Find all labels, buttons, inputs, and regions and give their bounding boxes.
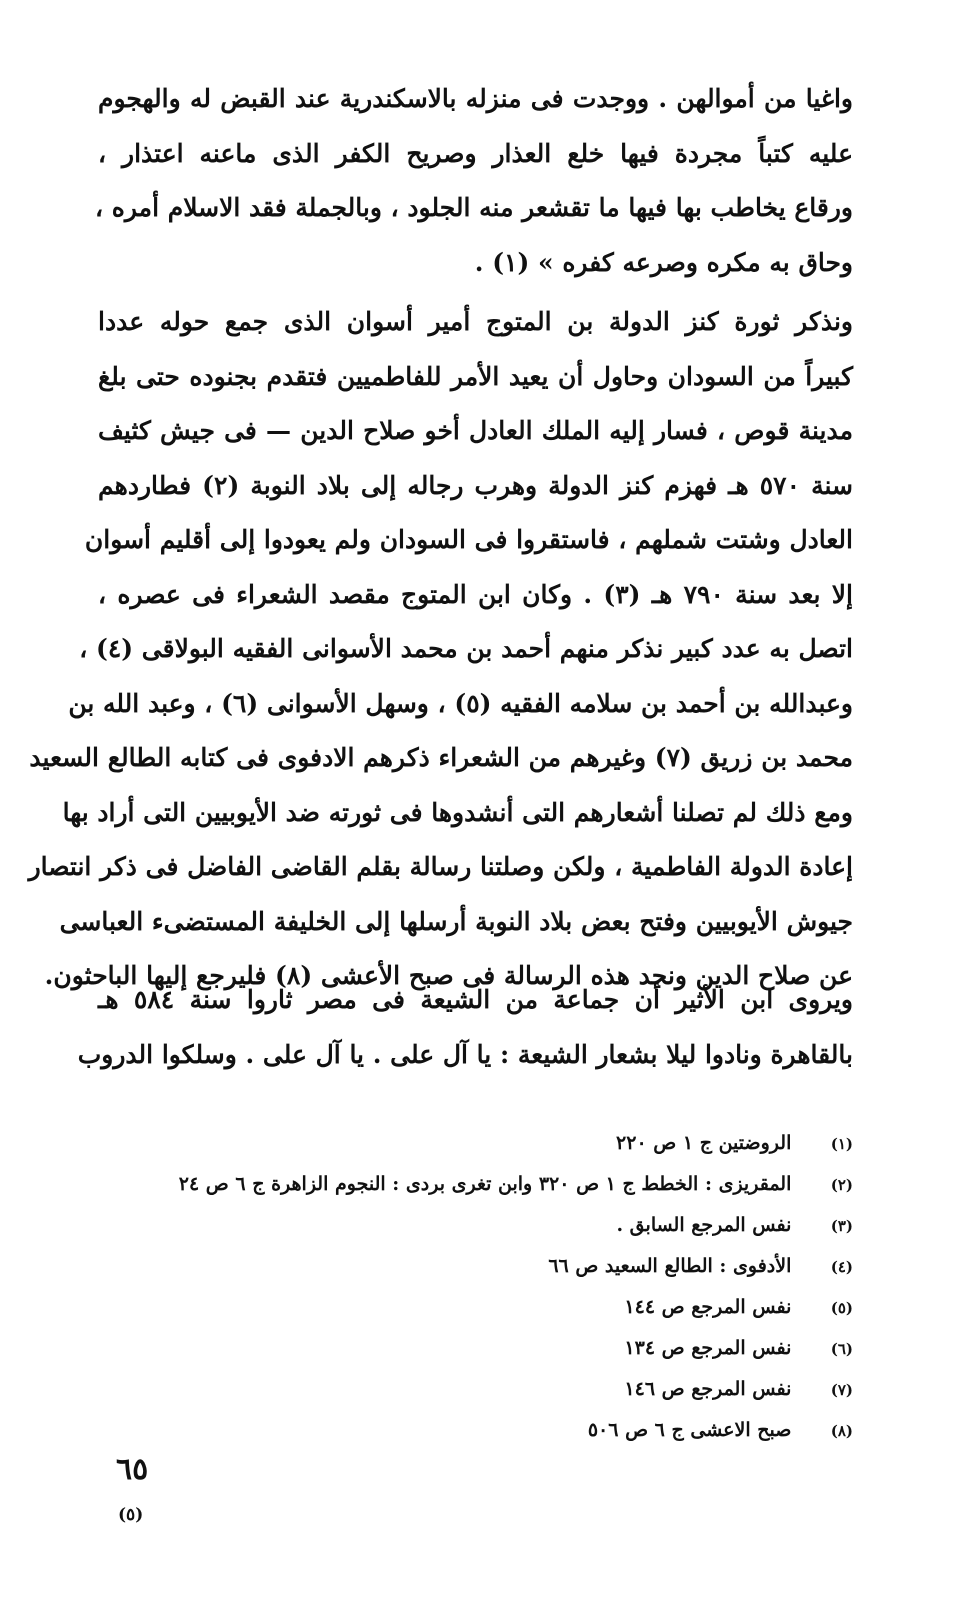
text-line: عن صلاح الدين ونجد هذه الرسالة فى صبح الأعشى (٨) فليرجع إليها الباحثون. <box>44 961 853 990</box>
footnote-text: المقريزى : الخطط ج ١ ص ٣٢٠ وابن تغرى بردى : النجوم الزاهرة ج ٦ ص ٢٤ <box>178 1173 792 1195</box>
paragraph-lines <box>28 295 853 1004</box>
footnote-number: (١) <box>830 1135 853 1153</box>
text-line: ومع ذلك لم تصلنا أشعارهم التى أنشدوها فى ثورته ضد الأيوبيين التى أراد بها <box>62 797 853 827</box>
footnotes <box>98 1123 853 1451</box>
footnote-item <box>98 1328 853 1369</box>
footnote-text: نفس المرجع ص ١٤٤ <box>624 1296 792 1318</box>
paragraph-1 <box>95 72 853 290</box>
text-line: محمد بن زريق (٧) وغيرهم من الشعراء ذكرهم الادفوى فى كتابه الطالع السعيد <box>29 743 853 772</box>
footnote-number: (٨) <box>830 1422 853 1440</box>
footnote-item <box>98 1246 853 1287</box>
footnote-text: الروضتين ج ١ ص ٢٢٠ <box>616 1132 792 1154</box>
text-line: كبيراً من السودان وحاول أن يعيد الأمر للفاطميين فتقدم بجنوده حتى بلغ <box>98 361 853 391</box>
footnote-text: الأدفوى : الطالع السعيد ص ٦٦ <box>548 1255 792 1277</box>
footnote-number: (٧) <box>830 1381 853 1399</box>
text-line: ويروى ابن الأثير أن جماعة من الشيعة فى مصر ثاروا سنة ٥٨٤ هـ <box>98 985 853 1014</box>
paragraph-3 <box>77 973 853 1082</box>
text-line: عليه كتباً مجردة فيها خلع العذار وصريح الكفر الذى ماعنه اعتذار ، <box>98 138 853 168</box>
footnote-text: نفس المرجع ص ١٣٤ <box>624 1337 792 1359</box>
paragraph-2 <box>28 295 853 1004</box>
text-line: ونذكر ثورة كنز الدولة بن المتوج أمير أسوان الذى جمع حوله عددا <box>98 307 853 336</box>
footnote-number: (٤) <box>830 1258 853 1276</box>
text-line: إلا بعد سنة ٧٩٠ هـ (٣) . وكان ابن المتوج مقصد الشعراء فى عصره ، <box>98 579 853 609</box>
footnote-number: (٥) <box>830 1299 853 1317</box>
paragraph-lines <box>95 72 853 290</box>
text-line: بالقاهرة ونادوا ليلا بشعار الشيعة : يا آل على . يا آل على . وسلكوا الدروب <box>77 1039 853 1069</box>
footnote-number: (٢) <box>830 1176 853 1194</box>
footnote-text: صبح الاعشى ج ٦ ص ٥٠٦ <box>587 1419 792 1441</box>
text-line: مدينة قوص ، فسار إليه الملك العادل أخو صلاح الدين — فى جيش كثيف <box>98 416 853 445</box>
footnote-item <box>98 1205 853 1246</box>
footnote-item <box>98 1369 853 1410</box>
footnote-item <box>98 1410 853 1451</box>
text-line: وحاق به مكره وصرعه كفره » (١) . <box>474 247 853 277</box>
page-number: ٦٥ <box>116 1452 149 1487</box>
text-line: إعادة الدولة الفاطمية ، ولكن وصلتنا رسالة بقلم القاضى الفاضل فى ذكر انتصار <box>28 852 853 881</box>
text-line: اتصل به عدد كبير نذكر منهم أحمد بن محمد الأسوانى الفقيه البولاقى (٤) ، <box>79 634 853 663</box>
text-line: العادل وشتت شملهم ، فاستقروا فى السودان ولم يعودوا إلى أقليم أسوان <box>84 525 853 554</box>
footnote-number: (٦) <box>830 1340 853 1358</box>
signature-mark: (٥) <box>118 1505 144 1525</box>
footnote-item <box>98 1123 853 1164</box>
footnote-item <box>98 1287 853 1328</box>
text-line: وعبدالله بن أحمد بن سلامه الفقيه (٥) ، وسهل الأسوانى (٦) ، وعبد الله بن <box>68 688 853 718</box>
footnote-text: نفس المرجع السابق . <box>616 1214 792 1236</box>
text-line: ورقاع يخاطب بها فيها ما تقشعر منه الجلود ، وبالجملة فقد الاسلام أمره ، <box>95 193 853 222</box>
paragraph-lines <box>77 973 853 1082</box>
text-line: سنة ٥٧٠ هـ فهزم كنز الدولة وهرب رجاله إلى بلاد النوبة (٢) فطاردهم <box>98 470 853 500</box>
text-line: جيوش الأيوبيين وفتح بعض بلاد النوبة أرسلها إلى الخليفة المستضىء العباسى <box>59 906 853 936</box>
footnote-item <box>98 1164 853 1205</box>
text-line: واغيا من أموالهن . ووجدت فى منزله بالاسكندرية عند القبض له والهجوم <box>98 84 853 113</box>
footnote-text: نفس المرجع ص ١٤٦ <box>624 1378 792 1400</box>
footnote-number: (٣) <box>830 1217 853 1235</box>
